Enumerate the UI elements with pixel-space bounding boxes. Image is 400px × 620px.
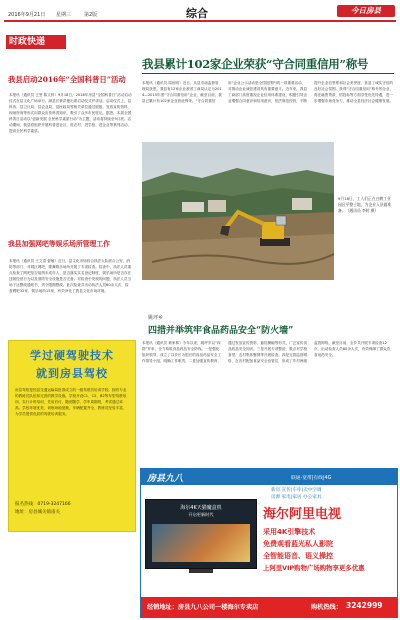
photo-illustration bbox=[142, 142, 334, 280]
construction-photo bbox=[142, 142, 334, 280]
article2-title: 我县加强网吧等娱乐场所管理工作 bbox=[8, 240, 110, 248]
food-article-body: 本报讯（通讯员 黄家林）今年以来，姚坪乡以“四措”并举，全力构筑食品药品安全防线。一是强化组织领导，成立了以乡长为组长的食品药品安全工作领导小组，明确工作职责。二是加强宣传教育，通过发放宣传资料、悬挂横幅等形式，广泛宣传食品药品安全知识。三是开展专项整治，重点对学校食堂、农村集体聚餐等开展检查。四是完善监管网络，在各村配备食品安全协管员，形成了乡村两级监管网络。截至目前，全乡共开展专项检查12次，出动检查人员80余人次，有效保障了群众饮食用药安全。 bbox=[142, 341, 391, 363]
tv-feature-2: 免费观看蓝光私人影院 bbox=[263, 540, 333, 548]
food-article-kicker: 姚坪乡 bbox=[148, 315, 164, 321]
hotline-number: 3242999 bbox=[346, 601, 383, 610]
tv-screen-text2: 开启更新时代 bbox=[188, 512, 214, 517]
ad-address-label: 地址： bbox=[15, 510, 29, 515]
tv-screen bbox=[145, 499, 257, 569]
ad-phone-label: 报名热线： bbox=[15, 502, 38, 507]
ad-address: 房县城关镇南关 bbox=[28, 510, 60, 515]
food-article-title: 四措并举筑牢食品药品安全“防火墙” bbox=[148, 326, 294, 336]
ad-footer-bar bbox=[141, 597, 397, 617]
photo-caption: 9月18日，工人们正在白鹤工业园区平整土地，为企业入驻做准备。（通讯员 李时 摄） bbox=[338, 196, 392, 213]
ad-heading-line2: 就到房县驾校 bbox=[36, 367, 108, 380]
column-banner bbox=[6, 35, 66, 49]
ad-heading-line1: 学过硬驾驶技术 bbox=[30, 349, 114, 362]
tv-stand bbox=[189, 569, 213, 573]
masthead bbox=[4, 4, 396, 19]
tv-feature-3: 全智能语音、语义操控 bbox=[263, 552, 333, 560]
issue-date: 2016年9月21日 bbox=[8, 12, 46, 18]
ad-body: 房县驾校是经县交通运输局批准成立的一级驾驶员培训学校，拥有专业的教练员队伍和完善的教学设施。学校开设C1、C2、B2等车型驾驶培训，实行计时培训、先培后付，随到随学，学车周期短，考试通过率高。学校环境优美，训练场地宽敞，车辆配置齐全，教练员经验丰富，为学员提供优质的驾驶培训服务。 bbox=[15, 388, 127, 416]
ad-tags-1: 新房 宣传|车库|卖中空调 bbox=[271, 488, 322, 493]
ad-banner-right: 联通·宽带|有线|4G bbox=[291, 476, 332, 481]
section-title: 综合 bbox=[186, 7, 208, 20]
tv-feature-4: 上阿里VIP购物广场购物享更多优惠 bbox=[263, 564, 365, 572]
column-banner-label: 时政快递 bbox=[9, 37, 46, 47]
tv-feature-1: 采用4K引擎技术 bbox=[263, 528, 316, 536]
issue-weekday: 星期三 bbox=[56, 12, 72, 18]
ad-tags-2: 房源 家电|家居 办公家具 bbox=[271, 495, 322, 500]
tv-title: 海尔阿里电视 bbox=[263, 507, 342, 522]
headline-rule bbox=[142, 73, 394, 74]
main-article-body: 本报讯（通讯员 周世明）近日，从县市场监督管理局获悉，我县有12家企业被省工商局认定为2014—2015年度“守合同重信用”企业，截至目前，我县已累计有102家企业获此殊荣。“守合同重信用”企业公示活动是全国范围内的一项重要活动，对推动企业诚信建设具有重要意义。近年来，我县工商部门高度重视企业信用体系建设，积极引导企业增强合同意识和信用意识，依法规范经营，不断提升企业信誉度和社会美誉度，营造了诚实守信的良好社会氛围。获得“守合同重信用”称号的企业，将在融资贷款、招投标等方面享受优先待遇，进一步增强市场竞争力，推动全县经济社会健康发展。 bbox=[142, 81, 394, 103]
tv-screen-text1: 海尔4K天猫魔盒机 bbox=[180, 505, 222, 511]
ad-phone: 0719-3247166 bbox=[37, 502, 71, 507]
main-headline: 我县累计102家企业荣获“守合同重信用”称号 bbox=[142, 57, 369, 71]
tv-image bbox=[145, 499, 257, 575]
bottom-ad bbox=[140, 468, 398, 618]
article2-body: 本报讯（通讯员 王文清 晏敏）近日，县文化市场综合执法大队联合公安、消防等部门，对城区网吧、歌舞娱乐场所开展了专项检查。检查中，执法人员重点检查了网吧是否接纳未成年人、是否落实实名登记制度，娱乐场所是否存在违规经营行为以及消防安全设施是否完备。对检查中发现的问题，执法人员当场下达整改通知书，责令限期整改。此次检查共出动执法人员60余人次，检查网吧32家、娱乐场所15家，有效净化了我县文化市场环境。 bbox=[9, 259, 132, 293]
dealer-address: 经销地址：房县九八公司一楼海尔专卖店 bbox=[147, 604, 259, 611]
masthead-rule bbox=[4, 20, 396, 22]
driving-school-ad bbox=[8, 340, 136, 532]
ad-brand: 房县九八 bbox=[147, 474, 184, 484]
newspaper-logo: 今日房县 bbox=[337, 5, 395, 17]
ad-top-banner bbox=[141, 469, 397, 485]
article1-body: 本报讯（通讯员 王誉 陈文科）9月18日，2016年房县“全国科普日”活动启动仪式在县文化广场举行。副县长黄洪艳出席启动仪式并讲话。启动仪式上，县科协、县卫计局、县农业局、县民政局等相关单位通过展板、发放宣传资料、现场咨询等形式向群众宣传科普知识，吸引了众多市民驻足。据悉，本届全国科普日活动以“创新发展 全民科学素质行动”为主题，活动将持续至9月底。活动期间，我县将组织开展科普进社区、进农村、进学校、进企业等系列活动，提高全民科学素质。 bbox=[9, 93, 132, 133]
article1-title: 我县启动2016年“全国科普日”活动 bbox=[8, 75, 126, 84]
hotline-label: 购机热线： bbox=[311, 604, 342, 611]
page-number: 第2版 bbox=[84, 12, 98, 18]
